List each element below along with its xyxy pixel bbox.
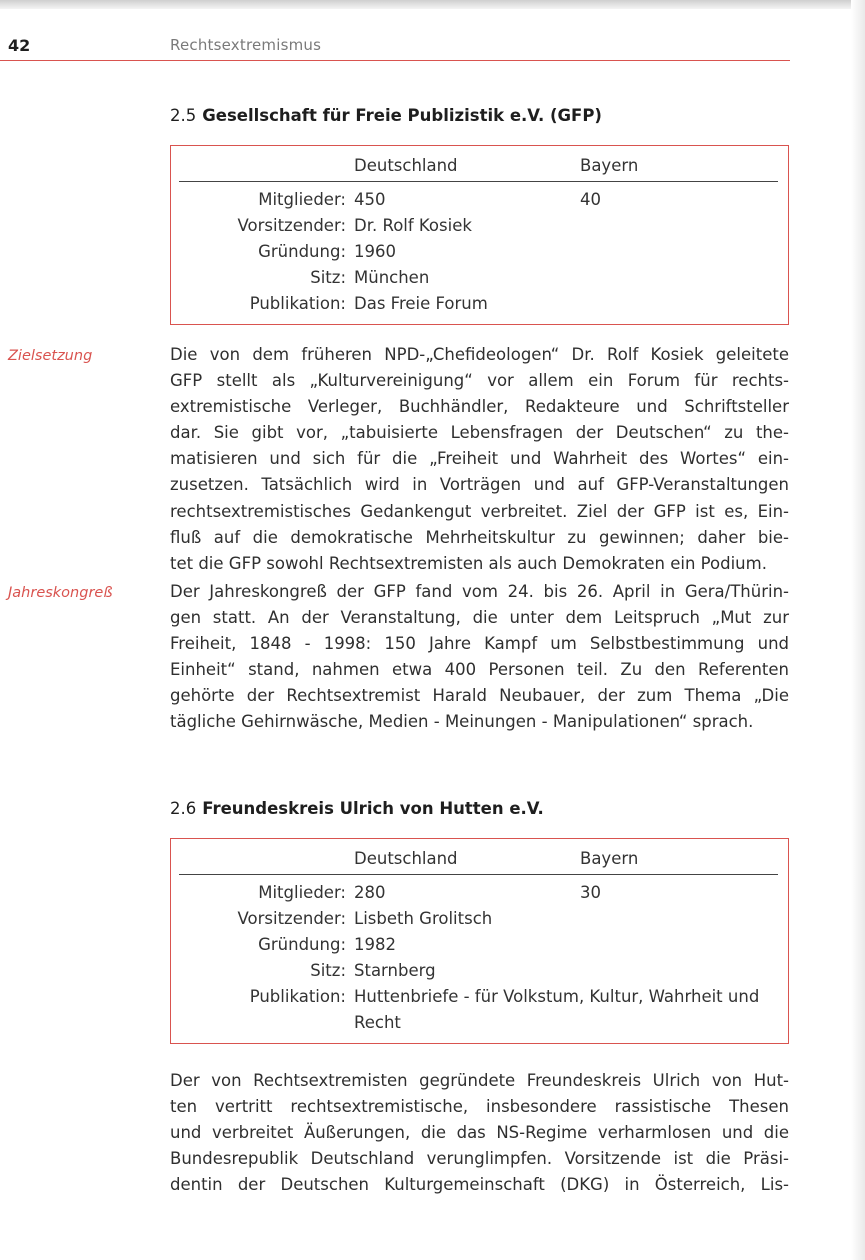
- row-label: Sitz:: [310, 268, 346, 287]
- row-value-germany: Huttenbriefe - für Volkstum, Kultur, Wahrheit und Recht: [354, 987, 760, 1032]
- column-header-bavaria: Bayern: [580, 156, 639, 175]
- row-value-germany: Lisbeth Grolitsch: [354, 909, 493, 928]
- column-header-germany: Deutschland: [354, 849, 458, 868]
- page-right-edge: [851, 0, 865, 1260]
- row-value-germany: 280: [354, 883, 386, 902]
- text-line: tet die GFP sowohl Rechtsextremisten als auch Demokraten ein Podium.: [170, 553, 767, 573]
- section-heading-gfp: [170, 106, 602, 125]
- text-line: rechtsextremistisches Gedankengut verbreitet. Ziel der GFP ist es, Ein-: [170, 501, 789, 521]
- paragraph-hutten: [170, 1068, 789, 1198]
- row-value-germany: 1960: [354, 242, 396, 261]
- fact-box-gfp: [170, 145, 789, 325]
- table-rule: [179, 874, 778, 875]
- column-header-bavaria: Bayern: [580, 849, 639, 868]
- text-line: gen statt. An der Veranstaltung, die unter dem Leitspruch „Mut zur: [170, 608, 789, 628]
- text-line: und verbreitet Äußerungen, die das NS-Regime verharmlosen und die: [170, 1123, 789, 1143]
- row-label: Publikation:: [249, 294, 346, 313]
- row-label: Mitglieder:: [258, 883, 346, 902]
- page-number: 42: [8, 36, 31, 55]
- row-label: Publikation:: [249, 987, 346, 1006]
- text-line: tägliche Gehirnwäsche, Medien - Meinungen - Manipulationen“ sprach.: [170, 712, 754, 732]
- section-title: Gesellschaft für Freie Publizistik e.V. (GFP): [202, 106, 602, 125]
- row-value-germany: München: [354, 268, 430, 287]
- text-line: GFP stellt als „Kulturvereinigung“ vor allem ein Forum für rechts-: [170, 371, 789, 391]
- paragraph-zielsetzung: [170, 342, 789, 577]
- table-row: [171, 987, 788, 1039]
- text-line: gehörte der Rechtsextremist Harald Neubauer, der zum Thema „Die: [170, 686, 789, 706]
- section-number: 2.6: [170, 799, 197, 818]
- text-line: Der von Rechtsextremisten gegründete Freundeskreis Ulrich von Hut-: [170, 1071, 789, 1090]
- text-line: extremistische Verleger, Buchhändler, Redakteure und Schriftsteller: [170, 397, 789, 417]
- text-line: Die von dem früheren NPD-„Chefideologen“ Dr. Rolf Kosiek geleitete: [170, 345, 789, 364]
- row-value-germany: 450: [354, 190, 386, 209]
- row-value-germany: 1982: [354, 935, 396, 954]
- row-label: Sitz:: [310, 961, 346, 980]
- table-rule: [179, 181, 778, 182]
- text-line: dentin der Deutschen Kulturgemeinschaft (DKG) in Österreich, Lis-: [170, 1175, 789, 1195]
- text-line: Einheit“ stand, nahmen etwa 400 Personen teil. Zu den Referenten: [170, 660, 789, 680]
- text-line: Der Jahreskongreß der GFP fand vom 24. bis 26. April in Gera/Thürin-: [170, 582, 789, 601]
- running-head: Rechtsextremismus: [170, 36, 322, 54]
- column-header-germany: Deutschland: [354, 156, 458, 175]
- section-number: 2.5: [170, 106, 197, 125]
- page-top-edge: [0, 0, 865, 9]
- row-label: Gründung:: [258, 935, 346, 954]
- paragraph-jahreskongress: [170, 579, 789, 736]
- margin-note-jahreskongress: Jahreskongreß: [8, 585, 113, 601]
- row-label: Vorsitzender:: [237, 909, 346, 928]
- row-value-bavaria: 40: [580, 190, 601, 209]
- row-label: Mitglieder:: [258, 190, 346, 209]
- row-label: Gründung:: [258, 242, 346, 261]
- text-line: ten vertritt rechtsextremistische, insbesondere rassistische Thesen: [170, 1097, 789, 1117]
- row-value-germany: Dr. Rolf Kosiek: [354, 216, 472, 235]
- row-value-bavaria: 30: [580, 883, 601, 902]
- margin-note-zielsetzung: Zielsetzung: [8, 348, 93, 364]
- row-label: Vorsitzender:: [237, 216, 346, 235]
- text-line: Freiheit, 1848 - 1998: 150 Jahre Kampf um Selbstbestimmung und: [170, 634, 789, 654]
- text-line: matisieren und sich für die „Freiheit und Wahrheit des Wortes“ ein-: [170, 449, 789, 469]
- section-title: Freundeskreis Ulrich von Hutten e.V.: [202, 799, 544, 818]
- section-heading-hutten: [170, 799, 544, 818]
- text-line: fluß auf die demokratische Mehrheitskultur zu gewinnen; daher bie-: [170, 527, 789, 547]
- text-line: zusetzen. Tatsächlich wird in Vorträgen und auf GFP-Veranstaltungen: [170, 475, 789, 495]
- header-rule: [0, 60, 790, 61]
- fact-box-hutten: [170, 838, 789, 1044]
- text-line: dar. Sie gibt vor, „tabuisierte Lebensfragen der Deutschen“ zu the-: [170, 423, 789, 443]
- row-value-germany: Das Freie Forum: [354, 294, 488, 313]
- table-row: [171, 294, 788, 320]
- row-value-germany: Starnberg: [354, 961, 436, 980]
- text-line: Bundesrepublik Deutschland verunglimpfen. Vorsitzende ist die Präsi-: [170, 1149, 789, 1169]
